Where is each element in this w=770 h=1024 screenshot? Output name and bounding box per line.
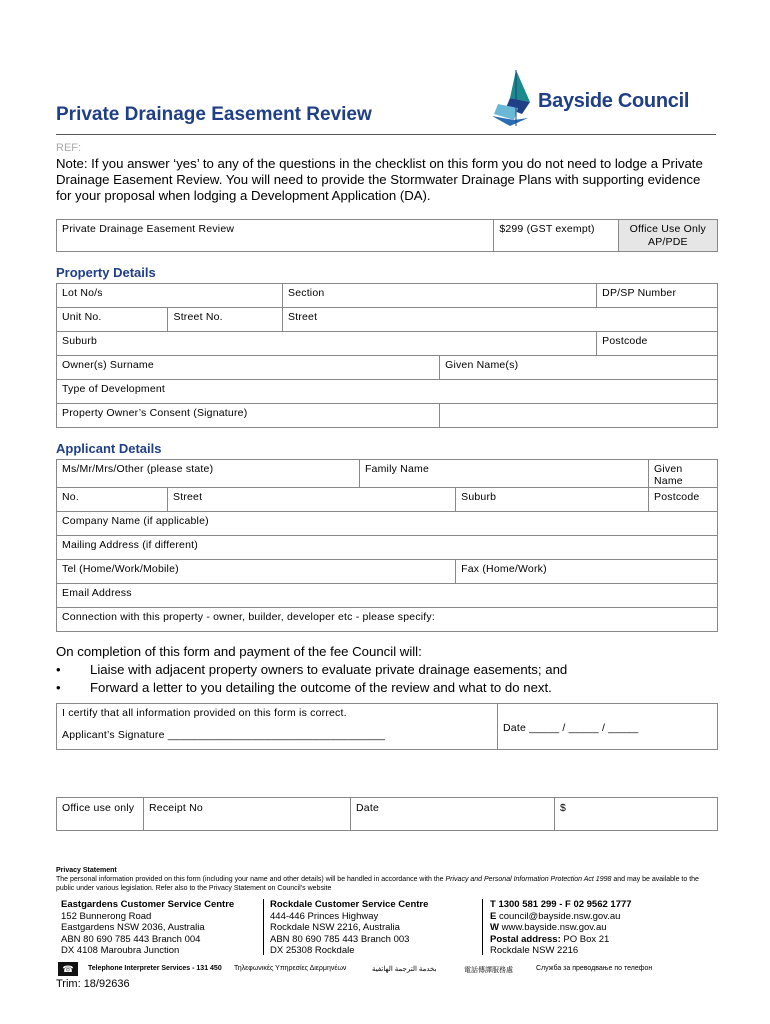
office-use-line2: AP/PDE <box>647 236 688 248</box>
applicant-no-field[interactable]: No. <box>57 488 168 512</box>
ref-label: REF: <box>56 142 82 154</box>
eastgardens-contact <box>61 899 261 957</box>
council-web-link[interactable]: www.bayside.nsw.gov.au <box>501 922 607 933</box>
owner-consent-label: Property Owner’s Consent (Signature) <box>57 404 440 428</box>
interpreter-greek: Τηλεφωνικές Υπηρεσίες Διερμηνέων <box>234 965 347 972</box>
certify-cell <box>57 704 498 750</box>
eastgardens-heading: Eastgardens Customer Service Centre <box>61 899 235 910</box>
given-names-field[interactable]: Given Name(s) <box>440 356 718 380</box>
eastgardens-line: 152 Bunnerong Road <box>61 910 152 922</box>
contact-divider <box>263 899 264 955</box>
postal-label: Postal address: <box>490 933 561 945</box>
company-name-field[interactable]: Company Name (if applicable) <box>57 512 718 536</box>
certify-date-field[interactable]: Date _____ / _____ / _____ <box>498 704 718 750</box>
certify-statement: I certify that all information provided on this form is correct. <box>62 707 347 719</box>
receipt-no-field[interactable]: Receipt No <box>144 798 351 831</box>
bullet-icon: • <box>56 680 61 695</box>
privacy-text <box>56 875 716 893</box>
logo-wordmark: Bayside Council <box>538 90 690 112</box>
applicant-street-field[interactable]: Street <box>168 488 456 512</box>
applicant-postcode-field[interactable]: Postcode <box>649 488 718 512</box>
privacy-act-name: Privacy and Personal Information Protection Act 1998 <box>445 876 612 883</box>
list-item <box>56 679 736 697</box>
fee-table <box>56 219 718 252</box>
owner-surname-field[interactable]: Owner(s) Surname <box>57 356 440 380</box>
eastgardens-line: DX 4108 Maroubra Junction <box>61 945 180 956</box>
suburb-field[interactable]: Suburb <box>57 332 597 356</box>
connection-field[interactable]: Connection with this property - owner, builder, developer etc - please specify: <box>57 608 718 632</box>
tel-field[interactable]: Tel (Home/Work/Mobile) <box>57 560 456 584</box>
privacy-statement <box>56 866 716 893</box>
postal-address-line2: Rockdale NSW 2216 <box>490 945 579 956</box>
fee-office-use-cell <box>618 220 717 252</box>
street-field[interactable]: Street <box>283 308 718 332</box>
council-contact <box>490 899 716 957</box>
eastgardens-line: Eastgardens NSW 2036, Australia <box>61 922 205 933</box>
applicant-details-heading: Applicant Details <box>56 441 162 456</box>
applicant-suburb-field[interactable]: Suburb <box>456 488 649 512</box>
office-date-field[interactable]: Date <box>351 798 555 831</box>
applicant-title-field[interactable]: Ms/Mr/Mrs/Other (please state) <box>57 460 360 488</box>
amount-field[interactable]: $ <box>555 798 718 831</box>
completion-bullet-2: Forward a letter to you detailing the outcome of the review and what to do next. <box>90 680 552 695</box>
rockdale-line: ABN 80 690 785 443 Branch 003 <box>270 933 410 945</box>
rockdale-line: DX 25308 Rockdale <box>270 945 355 956</box>
rockdale-line: 444-446 Princes Highway <box>270 910 379 922</box>
fee-amount-cell: $299 (GST exempt) <box>494 220 618 252</box>
office-use-table <box>56 797 718 831</box>
fax-field[interactable]: Fax (Home/Work) <box>456 560 718 584</box>
interpreter-services-bar <box>56 962 716 978</box>
eastgardens-line: ABN 80 690 785 443 Branch 004 <box>61 933 201 945</box>
completion-section <box>56 643 736 697</box>
certification-table <box>56 703 718 750</box>
council-phone: T 1300 581 299 - F 02 9562 1777 <box>490 899 632 910</box>
rockdale-contact <box>270 899 470 957</box>
rockdale-heading: Rockdale Customer Service Centre <box>270 899 429 910</box>
applicant-details-table <box>56 459 718 632</box>
web-label: W <box>490 922 499 933</box>
completion-bullet-1: Liaise with adjacent property owners to evaluate private drainage easements; and <box>90 662 568 677</box>
family-name-field[interactable]: Family Name <box>359 460 648 488</box>
header-divider <box>56 134 716 135</box>
checklist-note: Note: If you answer ‘yes’ to any of the questions in the checklist on this form you do not need to lodge a Private Drainage Easement Review. You will need to provide the Stormwater Drainage Plans with supporting evidence for your proposal when lodging a Development Application (DA). <box>56 156 703 203</box>
contact-divider <box>482 899 483 955</box>
interpreter-icon: ☎ <box>58 962 78 976</box>
postcode-field[interactable]: Postcode <box>597 332 718 356</box>
office-use-line1: Office Use Only <box>629 223 707 235</box>
trim-reference: Trim: 18/92636 <box>56 978 130 990</box>
property-details-heading: Property Details <box>56 265 156 280</box>
privacy-text-part2: and may be available to the public under various legislation. Refer also to the Privacy Statement on Council’s website <box>56 876 699 892</box>
list-item <box>56 661 736 679</box>
email-field[interactable]: Email Address <box>57 584 718 608</box>
street-no-field[interactable]: Street No. <box>168 308 283 332</box>
fee-item-cell: Private Drainage Easement Review <box>57 220 494 252</box>
completion-intro: On completion of this form and payment of the fee Council will: <box>56 644 422 659</box>
contact-details <box>56 899 716 957</box>
owner-consent-signature-field[interactable] <box>440 404 718 428</box>
email-label: E <box>490 910 497 922</box>
bayside-council-logo <box>488 68 718 130</box>
office-use-label: Office use only <box>57 798 144 831</box>
unit-no-field[interactable]: Unit No. <box>57 308 168 332</box>
given-name-field[interactable]: Given Name <box>649 460 718 488</box>
rockdale-line: Rockdale NSW 2216, Australia <box>270 922 400 933</box>
mailing-address-field[interactable]: Mailing Address (if different) <box>57 536 718 560</box>
interpreter-english: Telephone Interpreter Services - 131 450 <box>88 965 222 972</box>
privacy-text-part1: The personal information provided on this form (including your name and other details) will be handled in accordance with the <box>56 876 446 883</box>
interpreter-arabic: بخدمة الترجمة الهاتفية <box>372 966 437 973</box>
development-type-field[interactable]: Type of Development <box>57 380 718 404</box>
property-details-table <box>56 283 718 428</box>
interpreter-serbian: Служба за преводвање по телефон <box>536 965 653 972</box>
page-title: Private Drainage Easement Review <box>56 104 372 125</box>
dp-field[interactable]: DP/SP Number <box>597 284 718 308</box>
lot-field[interactable]: Lot No/s <box>57 284 283 308</box>
applicant-signature-field[interactable]: Applicant’s Signature ____________________________________ <box>62 729 386 741</box>
bullet-icon: • <box>56 662 61 677</box>
interpreter-chinese: 電話傳譯服務處 <box>464 967 513 974</box>
section-field[interactable]: Section <box>283 284 597 308</box>
council-email-link[interactable]: council@bayside.nsw.gov.au <box>498 910 621 922</box>
postal-address: PO Box 21 <box>563 933 610 945</box>
privacy-heading: Privacy Statement <box>56 867 117 874</box>
